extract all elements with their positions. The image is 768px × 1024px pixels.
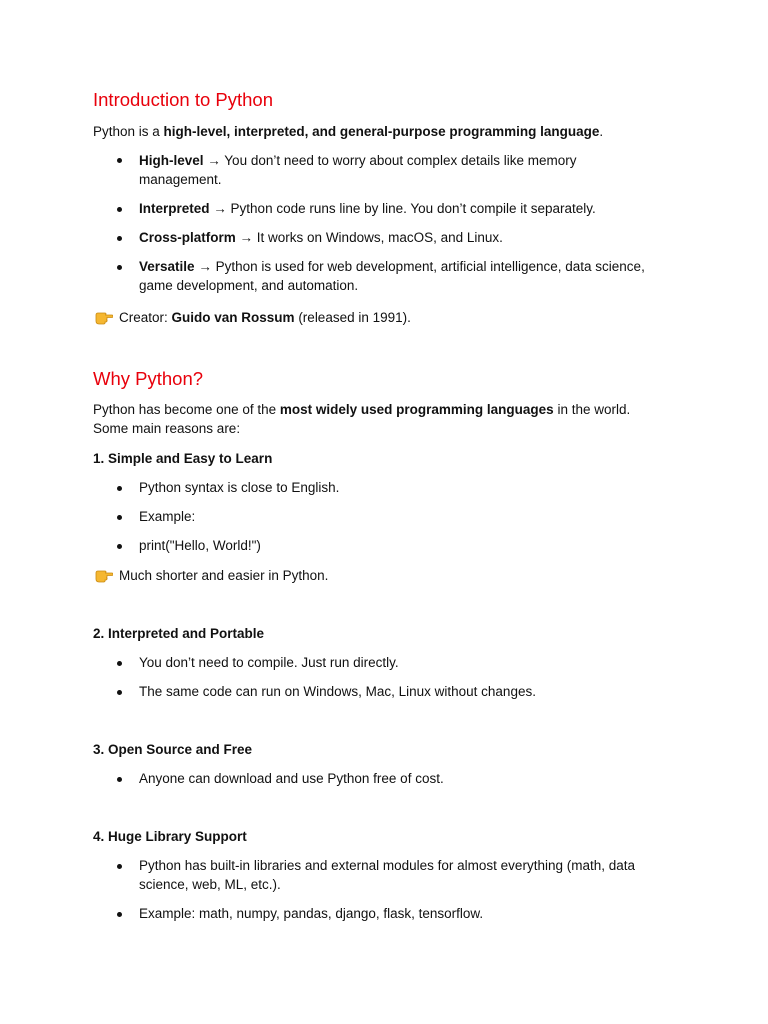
bullet-dot	[117, 265, 122, 270]
creator-line: Creator: Guido van Rossum (released in 1991).	[95, 308, 411, 327]
bullet-item-high-level: High-level → You don’t need to worry about complex details like memory	[139, 153, 577, 168]
bullet-dot	[117, 207, 122, 212]
why-intro-continuation: Some main reasons are:	[93, 421, 241, 436]
bullet-dot	[117, 690, 122, 695]
bullet-dot	[117, 777, 122, 782]
bullet-dot	[117, 236, 122, 241]
list-item: print("Hello, World!")	[139, 538, 261, 553]
bullet-item-versatile: Versatile → Python is used for web development, artificial intelligence, data science,	[139, 259, 645, 274]
reason-heading-open-source: 3. Open Source and Free	[93, 742, 253, 757]
bullet-dot	[117, 515, 122, 520]
list-item: Python has built-in libraries and external modules for almost everything (math, data	[139, 858, 635, 873]
bullet-dot	[117, 158, 122, 163]
section-title-why-python: Why Python?	[93, 368, 204, 389]
bullet-dot	[117, 661, 122, 666]
list-item: Anyone can download and use Python free of cost.	[139, 771, 444, 786]
bullet-dot	[117, 486, 122, 491]
bullet-item-interpreted: Interpreted → Python code runs line by line. You don’t compile it separately.	[139, 201, 596, 216]
pointing-hand-icon	[95, 567, 113, 583]
bullet-dot	[117, 544, 122, 549]
list-item: Example:	[139, 509, 196, 524]
reason-heading-interpreted: 2. Interpreted and Portable	[93, 626, 265, 641]
list-item: Example: math, numpy, pandas, django, flask, tensorflow.	[139, 906, 484, 921]
list-item: The same code can run on Windows, Mac, Linux without changes.	[139, 684, 536, 699]
section-title-introduction: Introduction to Python	[93, 89, 273, 110]
intro-paragraph: Python is a high-level, interpreted, and general-purpose programming language.	[93, 124, 604, 139]
list-item: Python syntax is close to English.	[139, 480, 340, 495]
reason-heading-simple: 1. Simple and Easy to Learn	[93, 451, 273, 466]
pointing-hand-icon	[95, 309, 113, 325]
bullet-dot	[117, 864, 122, 869]
list-item: You don’t need to compile. Just run directly.	[139, 655, 399, 670]
reason-heading-library: 4. Huge Library Support	[93, 829, 247, 844]
bullet-item-continuation: game development, and automation.	[139, 278, 359, 293]
why-intro-paragraph: Python has become one of the most widely used programming languages in the world.	[93, 402, 631, 417]
note-line: Much shorter and easier in Python.	[95, 566, 328, 585]
bullet-dot	[117, 912, 122, 917]
list-item-continuation: science, web, ML, etc.).	[139, 877, 281, 892]
bullet-item-continuation: management.	[139, 172, 222, 187]
bullet-item-cross-platform: Cross-platform → It works on Windows, macOS, and Linux.	[139, 230, 503, 245]
